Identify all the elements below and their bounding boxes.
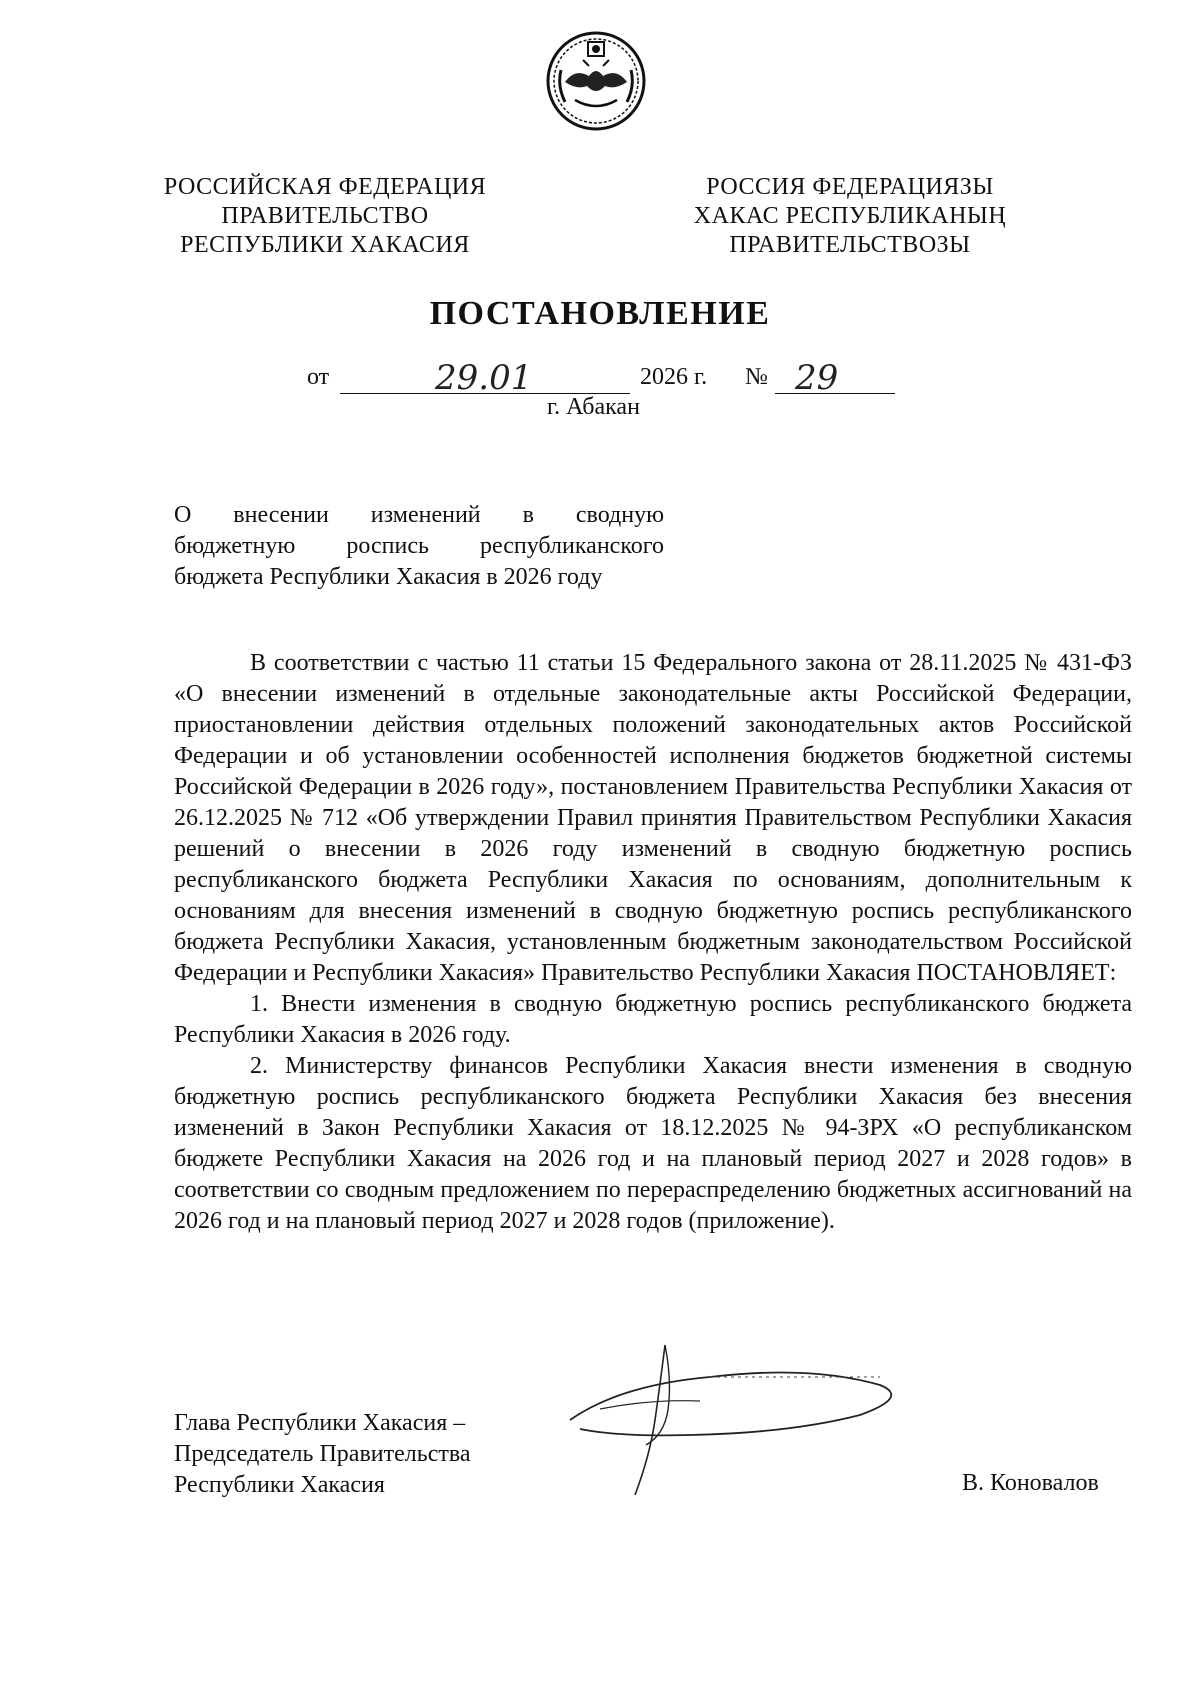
document-subject	[174, 500, 664, 593]
handwritten-number: 29	[795, 358, 839, 398]
header-right-line: ПРАВИТЕЛЬСТВОЗЫ	[729, 232, 971, 258]
date-from-label: от	[307, 364, 330, 390]
subject-line: бюджета Республики Хакасия в 2026 году	[174, 564, 603, 590]
preamble-paragraph: В соответствии с частью 11 статьи 15 Федерального закона от 28.11.2025 № 431-ФЗ «О внесении изменений в отдельные законодательные акты Российской Федерации, приостановлении действия отдельных положений законодательных актов Российской Федерации и об установлении особенностей исполнения бюджетов бюджетной системы Российской Федерации в 2026 году», постановлением Правительства Республики Хакасия от 26.12.2025 № 712 «Об утверждении Правил принятия Правительством Республики Хакасия решений о внесении в 2026 году изменений в сводную бюджетную роспись республиканского бюджета Республики Хакасия по основаниям, дополнительным к основаниям для внесения изменений в сводную бюджетную роспись республиканского бюджета Республики Хакасия, установленным бюджетным законодательством Российской Федерации и Республики Хакасия» Правительство Республики Хакасия ПОСТАНОВЛЯЕТ:	[174, 650, 1132, 986]
signatory-position-line: Республики Хакасия	[174, 1472, 385, 1498]
header-left-line: РОССИЙСКАЯ ФЕДЕРАЦИЯ	[163, 174, 487, 200]
header-left-line: ПРАВИТЕЛЬСТВО	[221, 203, 429, 229]
year-label: 2026 г.	[640, 364, 708, 390]
header-left-block	[150, 173, 500, 260]
document-type-title: ПОСТАНОВЛЕНИЕ	[429, 295, 771, 332]
header-right-line: РОССИЯ ФЕДЕРАЦИЯЗЫ	[706, 174, 994, 200]
signatory-position-line: Глава Республики Хакасия –	[174, 1410, 466, 1436]
handwritten-signature	[560, 1325, 920, 1505]
signatory-position-line: Председатель Правительства	[174, 1441, 471, 1467]
header-left-line: РЕСПУБЛИКИ ХАКАСИЯ	[180, 232, 470, 258]
document-body	[174, 648, 1132, 1237]
handwritten-date: 29.01	[435, 358, 533, 398]
city-label: г. Абакан	[547, 394, 640, 420]
signatory-position	[174, 1408, 471, 1501]
header-right-block	[680, 173, 1020, 260]
coat-of-arms-icon	[545, 30, 647, 132]
item-2-paragraph: 2. Министерству финансов Республики Хакасия внести изменения в сводную бюджетную роспись республиканского бюджета Республики Хакасия без внесения изменений в Закон Республики Хакасия от 18.12.2025 № 94-ЗРХ «О республиканском бюджете Республики Хакасия на 2026 год и на плановый период 2027 и 2028 годов» в соответствии со сводным предложением по перераспределению бюджетных ассигнований на 2026 год и на плановый период 2027 и 2028 годов (приложение).	[174, 1053, 1132, 1234]
item-1-paragraph: 1. Внести изменения в сводную бюджетную роспись республиканского бюджета Республики Хакасия в 2026 году.	[174, 991, 1132, 1048]
signatory-name: В. Коновалов	[962, 1470, 1099, 1496]
number-label: №	[745, 364, 768, 390]
subject-line: О внесении изменений в сводную	[174, 502, 664, 528]
header-right-line: ХАКАС РЕСПУБЛИКАНЫҢ	[693, 203, 1007, 229]
subject-line: бюджетную роспись республиканского	[174, 533, 664, 559]
